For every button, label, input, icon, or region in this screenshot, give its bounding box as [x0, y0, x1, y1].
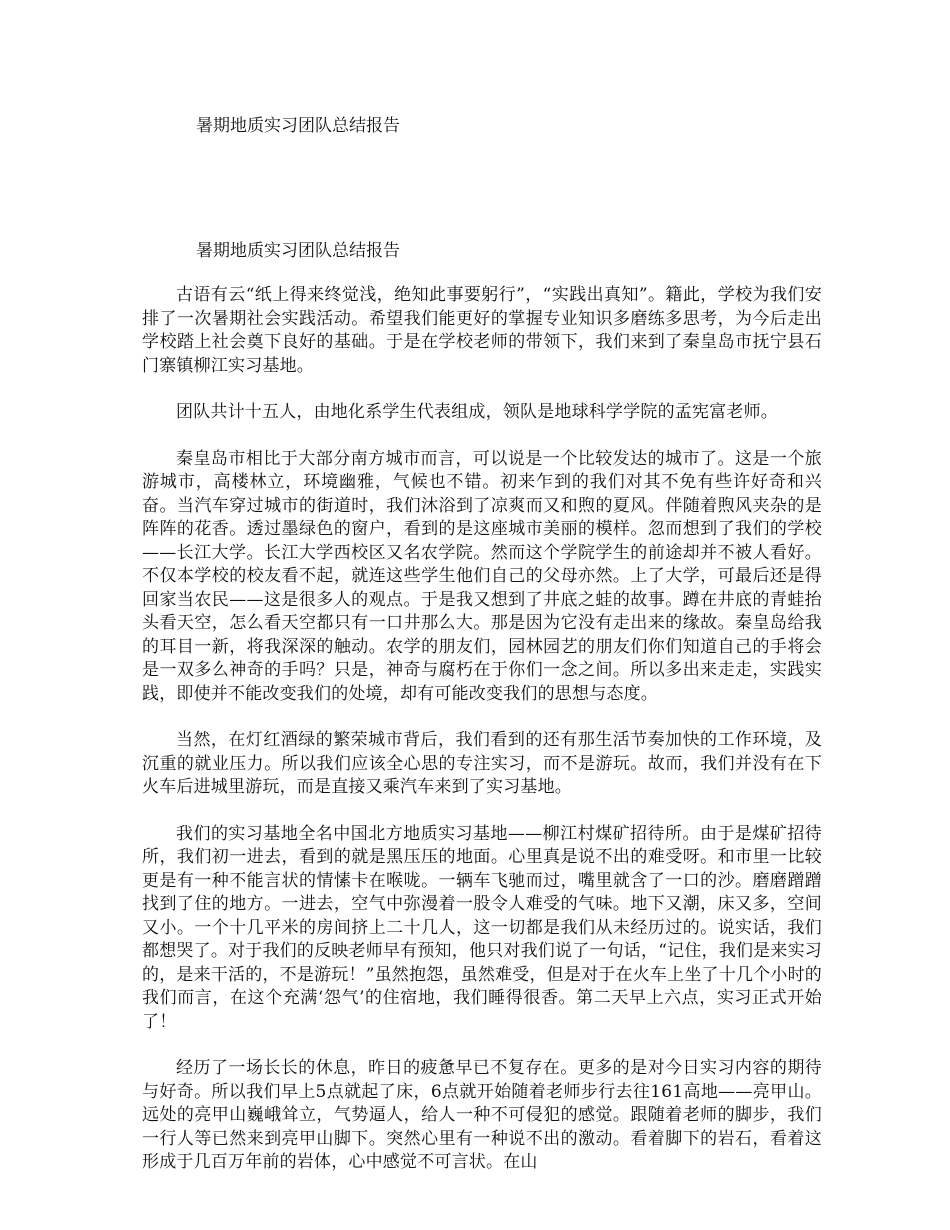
- document-body: [142, 284, 822, 1198]
- paragraph-3: 秦皇岛市相比于大部分南方城市而言，可以说是一个比较发达的城市了。这是一个旅游城市，高楼林立，环境幽雅，气候也不错。初来乍到的我们对其不免有些许好奇和兴奋。当汽车穿过城市的街道时，我们沐浴到了凉爽而又和煦的夏风。伴随着煦风夹杂的是阵阵的花香。透过墨绿色的窗户，看到的是这座城市美丽的模样。忽而想到了我们的学校——长江大学。长江大学西校区又名农学院。然而这个学院学生的前途却并不被人看好。不仅本学校的校友看不起，就连这些学生他们自己的父母亦然。上了大学，可最后还是得回家当农民——这是很多人的观点。于是我又想到了井底之蛙的故事。蹲在井底的青蛙抬头看天空，怎么看天空都只有一口井那么大。那是因为它没有走出来的缘故。秦皇岛给我的耳目一新，将我深深的触动。农学的朋友们，园林园艺的朋友们你们知道自己的手将会是一双多么神奇的手吗？只是，神奇与腐朽在于你们一念之间。所以多出来走走，实践实践，即使并不能改变我们的处境，却有可能改变我们的思想与态度。: [142, 448, 822, 704]
- document-title: 暑期地质实习团队总结报告: [196, 116, 400, 136]
- paragraph-1: 古语有云“纸上得来终觉浅，绝知此事要躬行”，“实践出真知”。籍此，学校为我们安排了一次暑期社会实践活动。希望我们能更好的掌握专业知识多磨练多思考，为今后走出学校踏上社会奠下良好的基础。于是在学校老师的带领下，我们来到了秦皇岛市抚宁县石门寨镇柳江实习基地。: [142, 285, 822, 376]
- paragraph-4: 当然，在灯红酒绿的繁荣城市背后，我们看到的还有那生活节奏加快的工作环境，及沉重的就业压力。所以我们应该全心思的专注实习，而不是游玩。故而，我们并没有在下火车后进城里游玩，而是直接又乘汽车来到了实习基地。: [142, 730, 822, 797]
- paragraph-5: 我们的实习基地全名中国北方地质实习基地——柳江村煤矿招待所。由于是煤矿招待所，我们初一进去，看到的就是黑压压的地面。心里真是说不出的难受呀。和市里一比较更是有一种不能言状的情愫卡在喉咙。一辆车飞驰而过，嘴里就含了一口的沙。磨磨蹭蹭找到了住的地方。一进去，空气中弥漫着一股令人难受的气味。地下又潮，床又多，空间又小。一个十几平米的房间挤上二十几人，这一切都是我们从未经历过的。说实话，我们都想哭了。对于我们的反映老师早有预知，他只对我们说了一句话，“记住，我们是来实习的，是来干活的，不是游玩！”虽然抱怨，虽然难受，但是对于在火车上坐了十几个小时的我们而言，在这个充满‘怨气’的住宿地，我们睡得很香。第二天早上六点，实习正式开始了！: [142, 823, 822, 1032]
- paragraph-6: 经历了一场长长的休息，昨日的疲惫早已不复存在。更多的是对今日实习内容的期待与好奇。所以我们早上5点就起了床，6点就开始随着老师步行去往161高地——亮甲山。远处的亮甲山巍峨耸立，气势逼人，给人一种不可侵犯的感觉。跟随着老师的脚步，我们一行人等已然来到亮甲山脚下。突然心里有一种说不出的激动。看着脚下的岩石，看着这形成于几百万年前的岩体，心中感觉不可言状。在山: [142, 1058, 822, 1172]
- paragraph-2: 团队共计十五人，由地化系学生代表组成，领队是地球科学学院的孟宪富老师。: [176, 402, 778, 422]
- document-heading: 暑期地质实习团队总结报告: [196, 241, 400, 261]
